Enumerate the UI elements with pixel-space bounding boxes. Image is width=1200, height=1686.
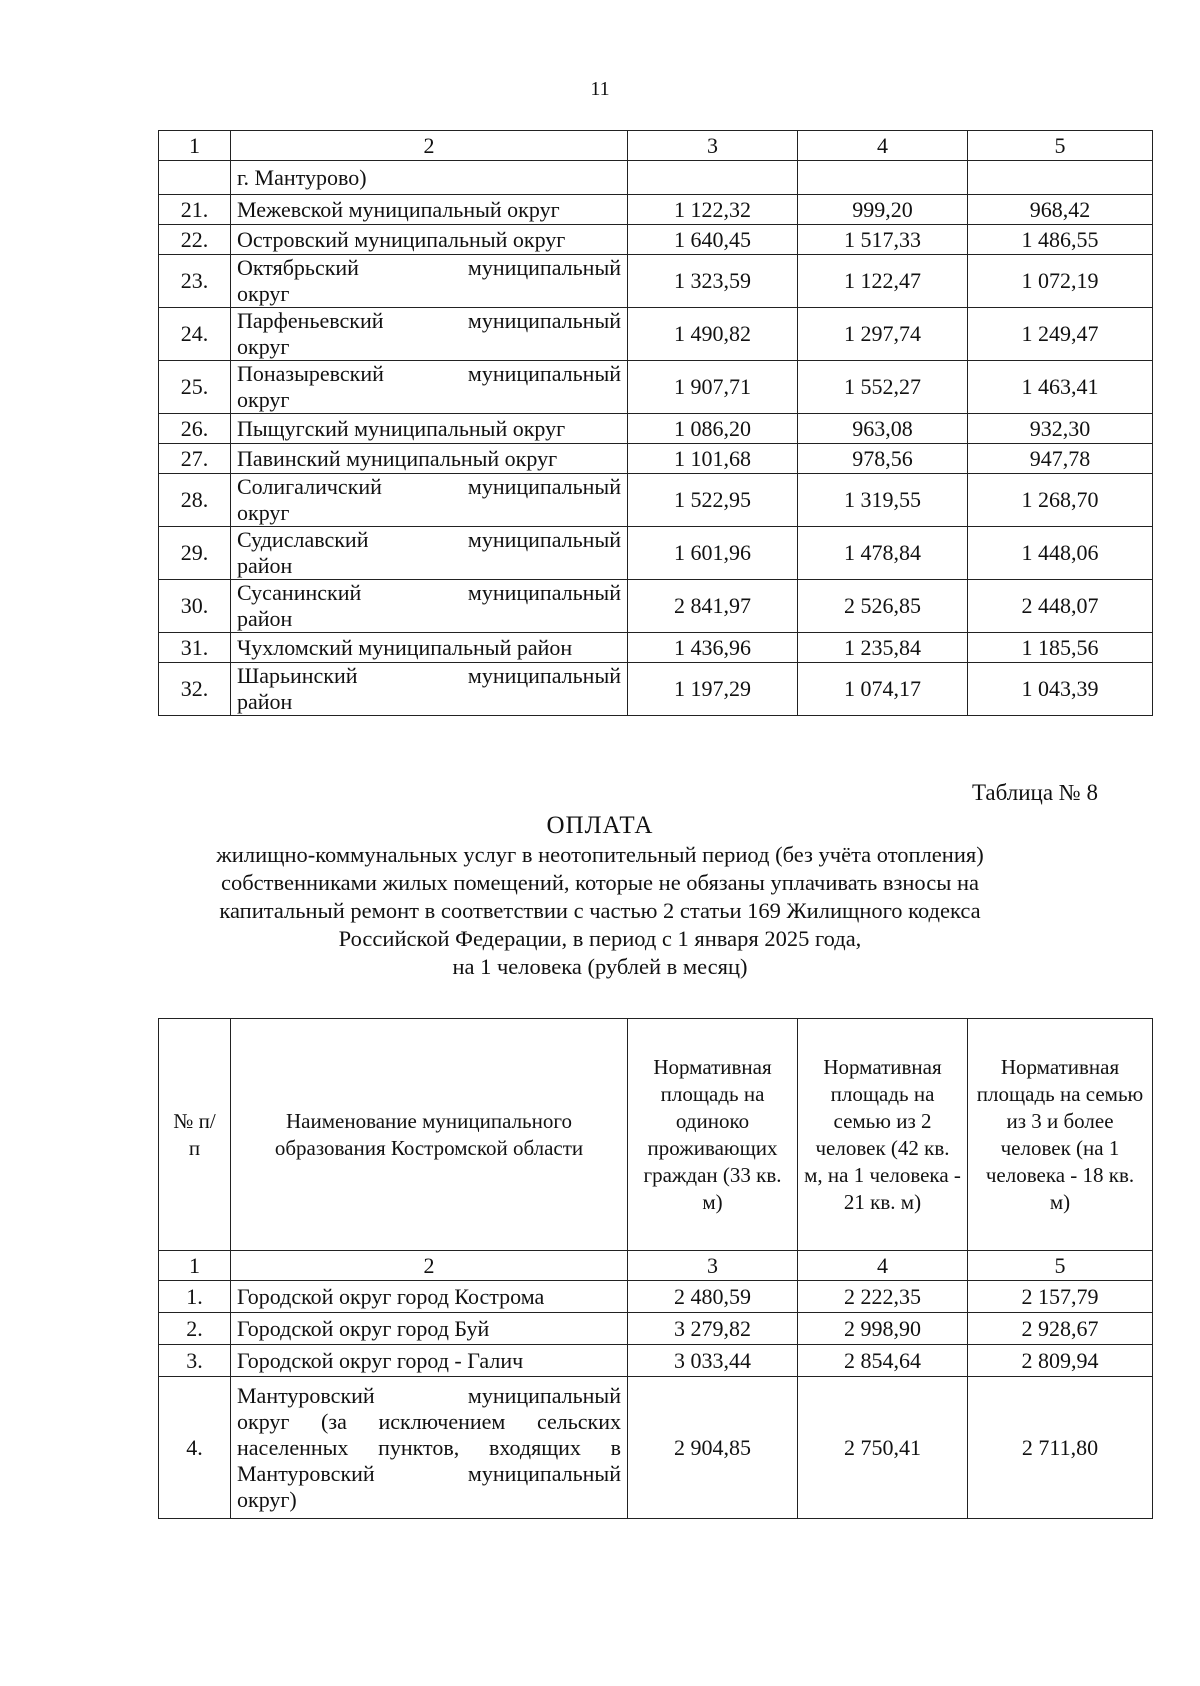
municipality-name: Городской округ город Кострома xyxy=(231,1281,628,1313)
municipality-name: Городской округ город - Галич xyxy=(231,1345,628,1377)
municipality-name: Солигаличский муниципальный округ xyxy=(231,474,628,527)
table-row: 26. Пыщугский муниципальный округ 1 086,20 963,08 932,30 xyxy=(159,414,1153,444)
municipality-name: Городской округ город Буй xyxy=(231,1313,628,1345)
table-row: 4. Мантуровский муниципальный округ (за исключением сельских населенных пунктов, входящих в Мантуровский муниципальный округ) 2 904,85 2 750,41 2 711,80 xyxy=(159,1377,1153,1519)
municipality-name: Чухломский муниципальный район xyxy=(231,633,628,663)
municipality-name: Павинский муниципальный округ xyxy=(231,444,628,474)
column-index-row: 1 2 3 4 5 xyxy=(159,1251,1153,1281)
municipality-name: Поназыревский муниципальный округ xyxy=(231,361,628,414)
table-row: 32. Шарьинский муниципальный район 1 197,29 1 074,17 1 043,39 xyxy=(159,663,1153,716)
table-subtitle-line: жилищно-коммунальных услуг в неотопительный период (без учёта отопления) xyxy=(216,842,984,867)
table-row: 25. Поназыревский муниципальный округ 1 907,71 1 552,27 1 463,41 xyxy=(159,361,1153,414)
table-subtitle-line: капитальный ремонт в соответствии с частью 2 статьи 169 Жилищного кодекса xyxy=(219,898,981,923)
header-cell: 1 xyxy=(159,131,231,161)
table-row xyxy=(159,161,1153,195)
table-row: 21. Межевской муниципальный округ 1 122,32 999,20 968,42 xyxy=(159,195,1153,225)
table-header-row xyxy=(159,1019,1153,1251)
payment-table xyxy=(158,1018,1153,1519)
municipality-name: г. Мантурово) xyxy=(231,161,628,195)
table-row: 24. Парфеньевский муниципальный округ 1 490,82 1 297,74 1 249,47 xyxy=(159,308,1153,361)
table-row: 30. Сусанинский муниципальный район 2 841,97 2 526,85 2 448,07 xyxy=(159,580,1153,633)
table-subtitle-line: собственниками жилых помещений, которые не обязаны уплачивать взносы на xyxy=(220,870,979,895)
table-row: 2. Городской округ город Буй 3 279,82 2 998,90 2 928,67 xyxy=(159,1313,1153,1345)
municipality-name: Мантуровский муниципальный округ (за исключением сельских населенных пунктов, входящих в Мантуровский муниципальный округ) xyxy=(231,1377,628,1519)
table-row: 27. Павинский муниципальный округ 1 101,68 978,56 947,78 xyxy=(159,444,1153,474)
col-header-single: Нормативная площадь на одиноко проживающих граждан (33 кв. м) xyxy=(628,1019,798,1251)
page-number: 11 xyxy=(590,78,610,100)
table-subtitle-line: на 1 человека (рублей в месяц) xyxy=(452,954,748,979)
table-row: 31. Чухломский муниципальный район 1 436,96 1 235,84 1 185,56 xyxy=(159,633,1153,663)
municipality-name: Сусанинский муниципальный район xyxy=(231,580,628,633)
column-index-row xyxy=(159,131,1153,161)
col-header-name: Наименование муниципального образования Костромской области xyxy=(231,1019,628,1251)
municipality-name: Судиславский муниципальный район xyxy=(231,527,628,580)
table-subtitle-line: Российской Федерации, в период с 1 января 2025 года, xyxy=(338,926,862,951)
col-header-two-persons: Нормативная площадь на семью из 2 человек (42 кв. м, на 1 человека - 21 кв. м) xyxy=(798,1019,968,1251)
table-title: ОПЛАТА xyxy=(546,812,654,839)
table-label: Таблица № 8 xyxy=(971,780,1098,805)
municipality-name: Парфеньевский муниципальный округ xyxy=(231,308,628,361)
table-row: 29. Судиславский муниципальный район 1 601,96 1 478,84 1 448,06 xyxy=(159,527,1153,580)
table-row: 3. Городской округ город - Галич 3 033,44 2 854,64 2 809,94 xyxy=(159,1345,1153,1377)
table-row: 22. Островский муниципальный округ 1 640,45 1 517,33 1 486,55 xyxy=(159,225,1153,255)
continuation-table xyxy=(158,130,1153,716)
municipality-name: Шарьинский муниципальный район xyxy=(231,663,628,716)
municipality-name: Межевской муниципальный округ xyxy=(231,195,628,225)
header-cell: 2 xyxy=(231,131,628,161)
municipality-name: Островский муниципальный округ xyxy=(231,225,628,255)
municipality-name: Октябрьский муниципальный округ xyxy=(231,255,628,308)
header-cell: 5 xyxy=(968,131,1153,161)
municipality-name: Пыщугский муниципальный округ xyxy=(231,414,628,444)
table-row: 1. Городской округ город Кострома 2 480,59 2 222,35 2 157,79 xyxy=(159,1281,1153,1313)
col-header-three-persons: Нормативная площадь на семью из 3 и более человек (на 1 человека - 18 кв. м) xyxy=(968,1019,1153,1251)
table-row: 28. Солигаличский муниципальный округ 1 522,95 1 319,55 1 268,70 xyxy=(159,474,1153,527)
header-cell: 4 xyxy=(798,131,968,161)
table-row: 23. Октябрьский муниципальный округ 1 323,59 1 122,47 1 072,19 xyxy=(159,255,1153,308)
header-cell: 3 xyxy=(628,131,798,161)
col-header-number: № п/п xyxy=(159,1019,231,1251)
